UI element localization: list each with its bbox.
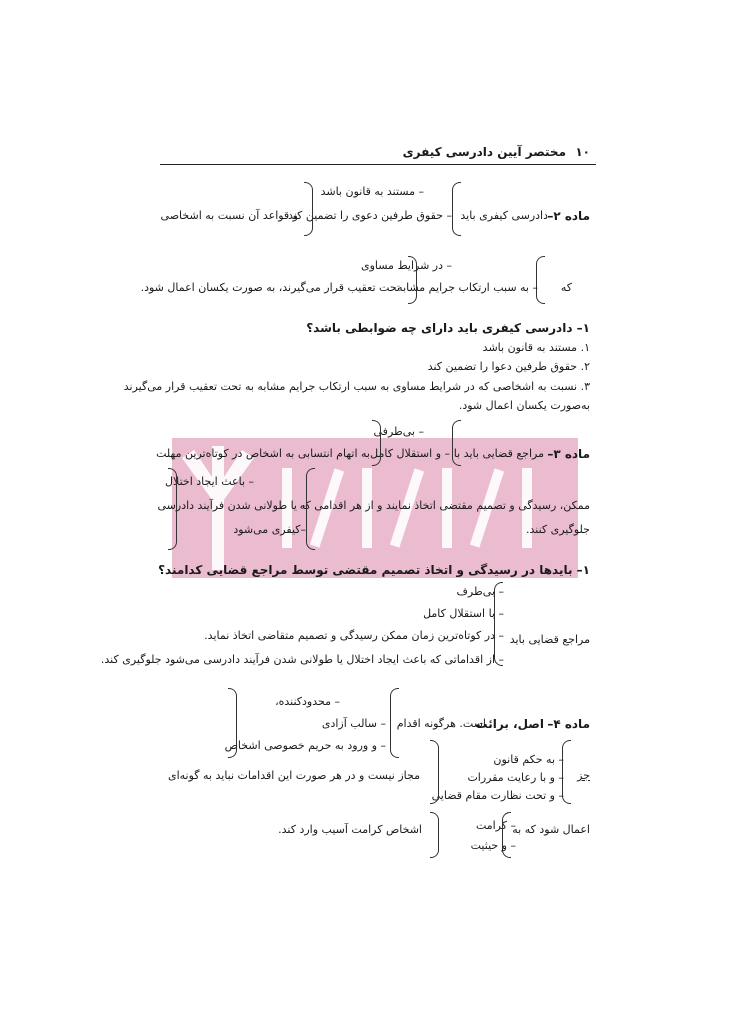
art4-lead3: اعمال شود که به (512, 823, 590, 836)
art4-title: اصل، برائت (475, 717, 544, 731)
art2-bracket2-left (408, 256, 417, 304)
art2-item-1: – مستند به قانون باشد (320, 185, 424, 198)
art4-item3-2: – و حیثیت (470, 839, 516, 852)
art3-item-1: – بی‌طرفی (373, 425, 424, 438)
art4-item2-1: – به حکم قانون (493, 753, 564, 766)
art2-item2-1: – در شرایط مساوی (360, 259, 452, 272)
running-title: مختصر آیین دادرسی کیفری (402, 145, 566, 159)
art3-line2: ممکن، رسیدگی و تصمیم مقتضی اتخاذ نمایند و از هر اقدامی که (299, 499, 590, 512)
art3-after: به اتهام انتسابی به اشخاص در کوتاه‌ترین مهلت (156, 447, 370, 460)
art2-lead: که (560, 281, 572, 294)
art4-item-1: – محدودکننده، (275, 695, 340, 708)
art2-label: ماده ۲– (547, 209, 590, 223)
art3-item2-2: – یا طولانی شدن فرآیند دادرسی (157, 499, 306, 512)
q1-answer-3: ۳. نسبت به اشخاصی که در شرایط مساوی به سبب ارتکاب جرایم مشابه به تحت تعقیب قرار می‌گیرند (123, 380, 590, 393)
art3-bracket2-right (306, 468, 315, 550)
art3-intro: مراجع قضایی باید با (453, 447, 544, 460)
q1-answer-2: ۲. حقوق طرفین دعوا را تضمین کند (427, 360, 590, 373)
art4-item-2: – سالب آزادی (321, 717, 386, 730)
art4-item-3: – و ورود به حریم خصوصی اشخاص (224, 739, 386, 752)
art4-bracket-left (228, 688, 237, 758)
q2-item-4: – از اقداماتی که باعث ایجاد اختلال یا طولانی شدن فرآیند دادرسی می‌شود جلوگیری کند. (100, 653, 504, 666)
art4-after2: مجاز نیست و در هر صورت این اقدامات نباید به گونه‌ای (167, 769, 420, 782)
art4-jaz: جز (577, 769, 590, 782)
art3-item-2: – و استقلال کامل (370, 447, 450, 460)
art3-bracket-right (452, 420, 461, 466)
art3-bracket-left (372, 420, 381, 466)
art4-bracket-right (390, 688, 399, 758)
art4-bracket3-left (430, 812, 439, 858)
art3-bracket2-left (168, 468, 177, 550)
art4-item3-1: – کرامت (475, 819, 516, 832)
art3-item2-3: –کیفری می‌شود (233, 523, 306, 536)
art4-item2-3: – و تحت نظارت مقام قضایی (431, 789, 564, 802)
art4-bracket2-left (430, 740, 439, 804)
art2-item2-2: – به سبب ارتکاب جرایم مشابه (397, 281, 538, 294)
q2-item-1: – بی‌طرف (456, 585, 504, 598)
art3-line3: جلوگیری کنند. (525, 523, 590, 536)
page-number: ١٠ (575, 145, 590, 159)
art4-item2-2: – و با رعایت مقررات (467, 771, 564, 784)
art2-item-2: – حقوق طرفین دعوی را تضمین کند (288, 209, 452, 222)
q2-item-3: – در کوتاه‌ترین زمان ممکن رسیدگی و تصمیم متقاضی اتخاذ نماید. (204, 629, 504, 642)
q1-question: ۱– دادرسی کیفری باید دارای چه ضوابطی باشد؟ (306, 321, 590, 335)
q2-label: مراجع قضایی باید (509, 633, 590, 646)
art3-item2-1: – باعث ایجاد اختلال (165, 475, 254, 488)
art4-label: ماده ۴– (547, 717, 590, 731)
q1-answer-1: ۱. مستند به قانون باشد (482, 341, 590, 354)
q2-item-2: – با استقلال کامل (423, 607, 504, 620)
header-rule (160, 164, 596, 165)
art2-bracket-right (452, 182, 461, 236)
q1-answer-4: به‌صورت یکسان اعمال شود. (458, 399, 590, 412)
art2-intro: دادرسی کیفری باید (460, 209, 548, 222)
art3-label: ماده ۳– (547, 447, 590, 461)
art4-after3: اشخاص کرامت آسیب وارد کند. (278, 823, 422, 836)
art2-bracket-left (304, 182, 313, 236)
art2-after: و قواعد آن نسبت به اشخاصی (160, 209, 298, 222)
art2-line2-after: تحت تعقیب قرار می‌گیرند، به صورت یکسان اعمال شود. (140, 281, 400, 294)
q2-question: ۱– بایدها در رسیدگی و اتخاذ تصمیم مقتضی توسط مراجع قضایی کدامند؟ (158, 563, 590, 577)
art4-intro: است. هرگونه اقدام (396, 717, 486, 730)
